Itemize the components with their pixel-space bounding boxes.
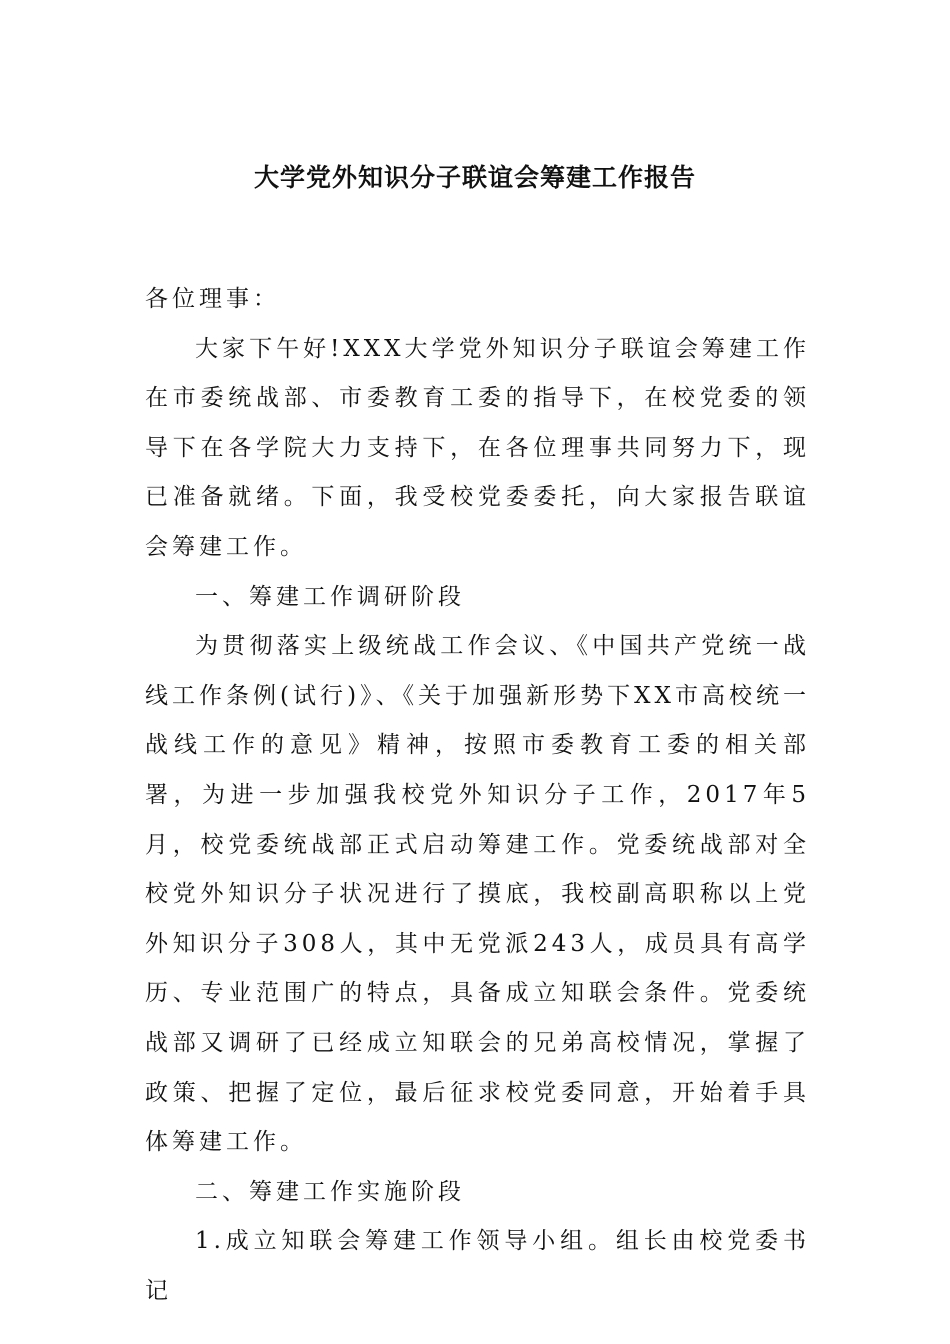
document-title: 大学党外知识分子联谊会筹建工作报告 xyxy=(253,163,696,192)
salutation: 各位理事： xyxy=(145,286,280,312)
paragraph-implementation-item-1: 1.成立知联会筹建工作领导小组。组长由校党委书记 xyxy=(145,1228,810,1304)
paragraph-greeting: 大家下午好!XXX大学党外知识分子联谊会筹建工作在市委统战部、市委教育工委的指导下，在校党委的领导下在各学院大力支持下，在各位理事共同努力下，现已准备就绪。下面，我受校党委委托，向大家报告联谊会筹建工作。 xyxy=(145,335,810,560)
section-heading-research: 一、筹建工作调研阶段 xyxy=(195,583,465,610)
document-body xyxy=(145,275,810,1316)
paragraph-research: 为贯彻落实上级统战工作会议、《中国共产党统一战线工作条例(试行)》、《关于加强新形势下XX市高校统一战线工作的意见》精神，按照市委教育工委的相关部署，为进一步加强我校党外知识分子工作，2017年5月，校党委统战部正式启动筹建工作。党委统战部对全校党外知识分子状况进行了摸底，我校副高职称以上党外知识分子308人，其中无党派243人，成员具有高学历、专业范围广的特点，具备成立知联会条件。党委统战部又调研了已经成立知联会的兄弟高校情况，掌握了政策、把握了定位，最后征求校党委同意，开始着手具体筹建工作。 xyxy=(145,633,810,1156)
section-heading-implementation: 二、筹建工作实施阶段 xyxy=(195,1178,465,1205)
